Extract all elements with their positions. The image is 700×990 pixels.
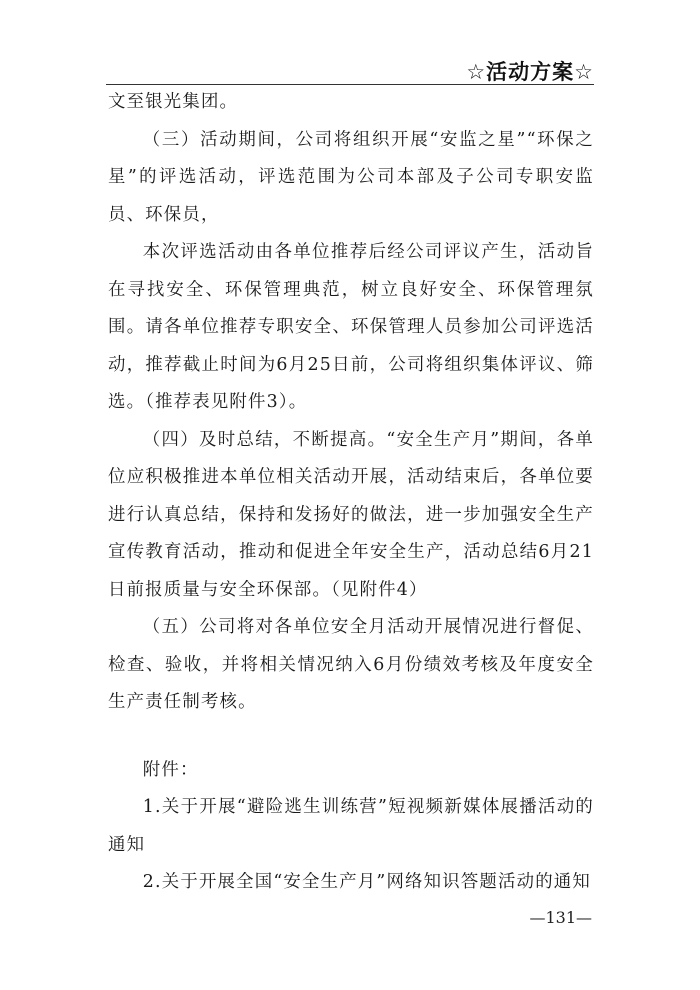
page-number: —131—	[529, 908, 592, 927]
paragraph-item-5: （五）公司将对各单位安全月活动开展情况进行督促、检查、验收，并将相关情况纳入6月份绩效考核及年度安全生产责任制考核。	[108, 617, 594, 712]
page-header-title: ☆活动方案☆	[466, 60, 594, 84]
paragraph-item-3: （三）活动期间，公司将组织开展“安监之星”“环保之星”的评选活动，评选范围为公司本部及子公司专职安监员、环保员，	[108, 129, 594, 225]
attachment-item-1: 1.关于开展“避险逃生训练营”短视频新媒体展播活动的通知	[108, 797, 594, 855]
document-body	[108, 84, 594, 902]
paragraph-item-4: （四）及时总结，不断提高。“安全生产月”期间，各单位应积极推进本单位相关活动开展，活动结束后，各单位要进行认真总结，保持和发扬好的做法，进一步加强安全生产宣传教育活动，推动和促进全年安全生产，活动总结6月21日前报质量与安全环保部。（见附件4）	[108, 429, 594, 600]
attachment-item-2: 2.关于开展全国“安全生产月”网络知识答题活动的通知	[142, 872, 591, 892]
attachments-heading: 附件：	[142, 759, 199, 780]
paragraph-continuation: 文至银光集团。	[108, 92, 239, 112]
paragraph-selection-details: 本次评选活动由各单位推荐后经公司评议产生，活动旨在寻找安全、环保管理典范，树立良好安全、环保管理氛围。请各单位推荐专职安全、环保管理人员参加公司评选活动，推荐截止时间为6月25日前，公司将组织集体评议、筛选。（推荐表见附件3）。	[108, 242, 594, 412]
section-spacer	[108, 722, 594, 752]
